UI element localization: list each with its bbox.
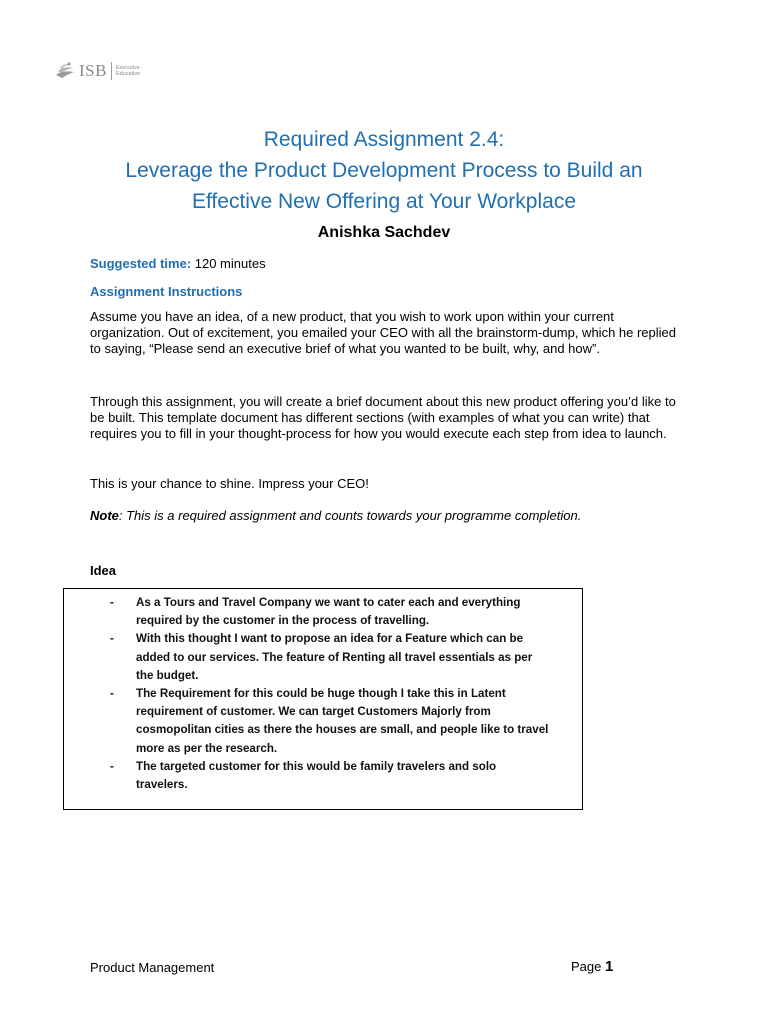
title-line-2: Leverage the Product Development Process to Build an [125, 159, 643, 182]
page-title [0, 124, 768, 217]
isb-swan-logo-icon [54, 60, 76, 82]
logo-divider [111, 62, 112, 80]
instructions-heading: Assignment Instructions [90, 284, 243, 299]
idea-box [63, 588, 583, 810]
suggested-time [90, 256, 266, 271]
title-line-3: Effective New Offering at Your Workplace [191, 190, 577, 213]
page-number: 1 [605, 958, 614, 975]
instructions-paragraph-3: This is your chance to shine. Impress your CEO! [90, 476, 369, 491]
idea-item: - With this thought I want to propose an idea for a Feature which can be added to our services. The feature of Renting all travel essentials as per the budget. [110, 632, 533, 682]
instructions-paragraph-1: Assume you have an idea, of a new product, that you wish to work upon within your current organization. Out of excitement, you emailed your CEO with all the brainstorm-dump, which he replied to saying, “Please send an executive brief of what you wanted to be built, why, and how”. [90, 309, 677, 357]
author-name: Anishka Sachdev [317, 224, 451, 241]
idea-heading: Idea [90, 563, 117, 578]
title-line-1: Required Assignment 2.4: [263, 128, 505, 151]
note [90, 508, 680, 524]
logo-text: ISB [79, 61, 107, 80]
instructions-paragraph-2: Through this assignment, you will create a brief document about this new product offering you’d like to be built. This template document has different sections (with examples of what you can write) that requires you to fill in your thought-process for how you would execute each step from idea to launch. [90, 394, 676, 442]
suggested-time-label: Suggested time: [90, 256, 192, 271]
idea-list [110, 594, 550, 794]
note-label: Note [90, 508, 119, 523]
footer-page [571, 958, 613, 975]
idea-item: - The Requirement for this could be huge though I take this in Latent requirement of customer. We can target Customers Majorly from cosmopolitan cities as there the houses are small, and people like to travel more as per the research. [110, 687, 549, 755]
idea-item: - As a Tours and Travel Company we want to cater each and everything required by the customer in the process of travelling. [110, 596, 521, 628]
logo-subtitle: Executive Education [115, 65, 141, 77]
footer-course-name: Product Management [90, 960, 215, 975]
isb-logo [54, 58, 140, 84]
idea-item: - The targeted customer for this would be family travelers and solo travelers. [110, 759, 497, 792]
page-label: Page [571, 959, 602, 974]
note-text: : This is a required assignment and counts towards your programme completion. [118, 508, 582, 523]
suggested-time-value: 120 minutes [194, 256, 266, 271]
